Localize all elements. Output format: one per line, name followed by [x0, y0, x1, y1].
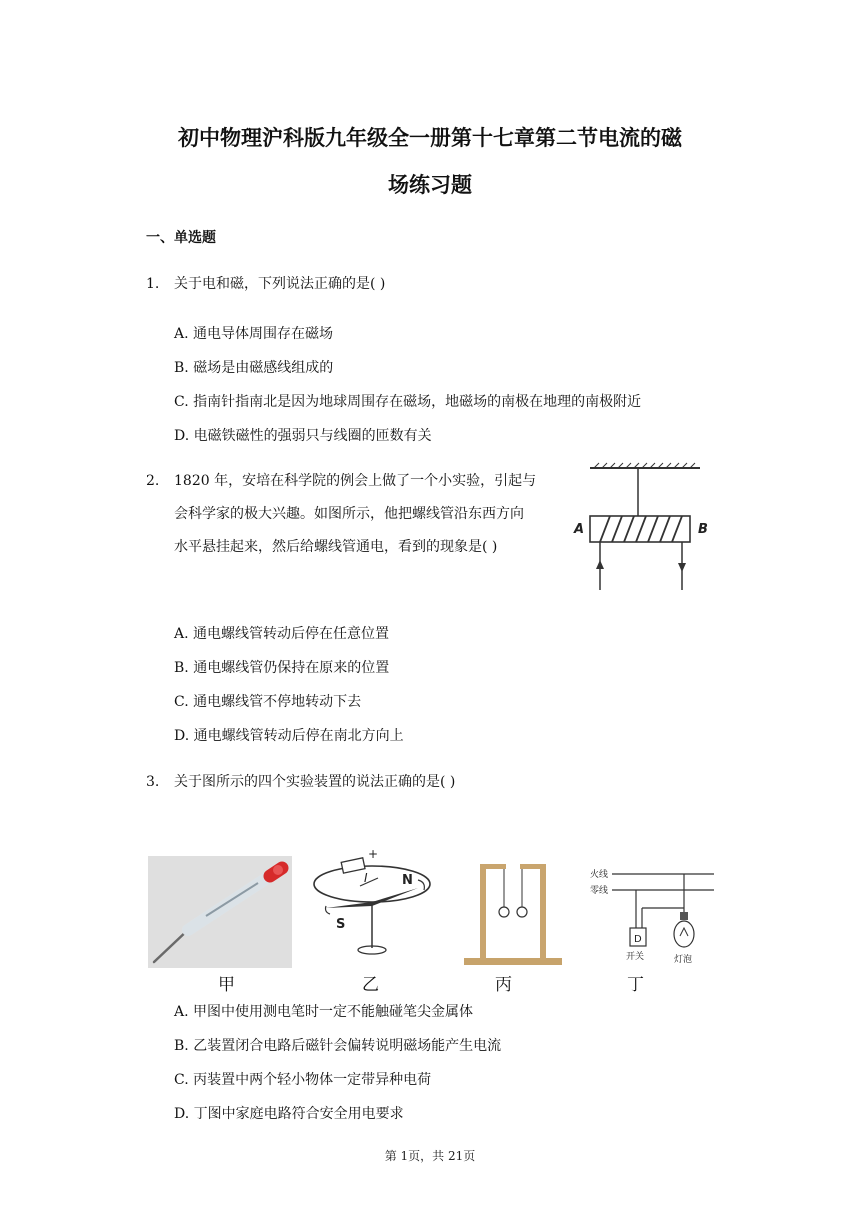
solenoid-figure	[566, 460, 716, 600]
question-2-option-d[interactable]: D. 通电螺线管转动后停在南北方向上	[174, 728, 404, 744]
question-2-line3: 水平悬挂起来，然后给螺线管通电，看到的现象是( )	[174, 539, 498, 555]
solenoid-label-a: A	[574, 522, 585, 537]
fire-wire-label: 火线	[590, 870, 609, 880]
question-1-option-d[interactable]: D. 电磁铁磁性的强弱只与线圈的匝数有关	[174, 428, 432, 444]
question-2-line2: 会科学家的极大兴趣。如图所示，他把螺线管沿东西方向	[174, 506, 524, 522]
page-footer: 第 1页，共 21页	[384, 1149, 476, 1163]
solenoid-label-b: B	[698, 522, 708, 537]
page-title-line2: 场练习题	[388, 173, 472, 197]
question-1-number: 1.	[146, 276, 160, 292]
question-3-option-d[interactable]: D. 丁图中家庭电路符合安全用电要求	[174, 1106, 404, 1122]
needle-north-label: N	[402, 873, 413, 888]
section-heading: 一、单选题	[146, 230, 216, 246]
suspended-balls-figure	[460, 860, 570, 968]
battery-plus-sign: +	[368, 847, 379, 861]
question-1-text: 关于电和磁，下列说法正确的是( )	[174, 276, 386, 292]
neutral-wire-label: 零线	[590, 886, 609, 896]
figure-caption-jia: 甲	[218, 975, 235, 995]
needle-south-label: S	[336, 917, 346, 932]
question-3-option-b[interactable]: B. 乙装置闭合电路后磁针会偏转说明磁场能产生电流	[174, 1038, 502, 1054]
household-circuit-figure	[588, 858, 718, 968]
question-3-option-c[interactable]: C. 丙装置中两个轻小物体一定带异种电荷	[174, 1072, 432, 1088]
page-title-line1: 初中物理沪科版九年级全一册第十七章第二节电流的磁	[178, 126, 682, 150]
question-2-option-b[interactable]: B. 通电螺线管仍保持在原来的位置	[174, 660, 390, 676]
lamp-label: 灯泡	[674, 955, 693, 965]
figure-caption-ding: 丁	[627, 975, 644, 995]
question-2-option-c[interactable]: C. 通电螺线管不停地转动下去	[174, 694, 362, 710]
question-2-option-a[interactable]: A. 通电螺线管转动后停在任意位置	[174, 626, 390, 642]
question-3-number: 3.	[146, 774, 160, 790]
current-label: I	[364, 871, 368, 885]
question-3-text: 关于图所示的四个实验装置的说法正确的是( )	[174, 774, 456, 790]
question-1-option-a[interactable]: A. 通电导体周围存在磁场	[174, 326, 334, 342]
test-pen-figure	[148, 856, 292, 968]
svg-text:D: D	[634, 934, 642, 945]
figure-caption-yi: 乙	[362, 975, 379, 995]
figure-caption-bing: 丙	[495, 975, 512, 995]
question-1-option-c[interactable]: C. 指南针指南北是因为地球周围存在磁场，地磁场的南极在地理的南极附近	[174, 394, 642, 410]
question-1-option-b[interactable]: B. 磁场是由磁感线组成的	[174, 360, 334, 376]
question-3-option-a[interactable]: A. 甲图中使用测电笔时一定不能触碰笔尖金属体	[174, 1004, 474, 1020]
question-2-line1: 1820 年，安培在科学院的例会上做了一个小实验，引起与	[174, 473, 537, 489]
oersted-figure	[306, 846, 436, 966]
question-2-number: 2.	[146, 473, 160, 489]
switch-label: 开关	[626, 952, 645, 962]
